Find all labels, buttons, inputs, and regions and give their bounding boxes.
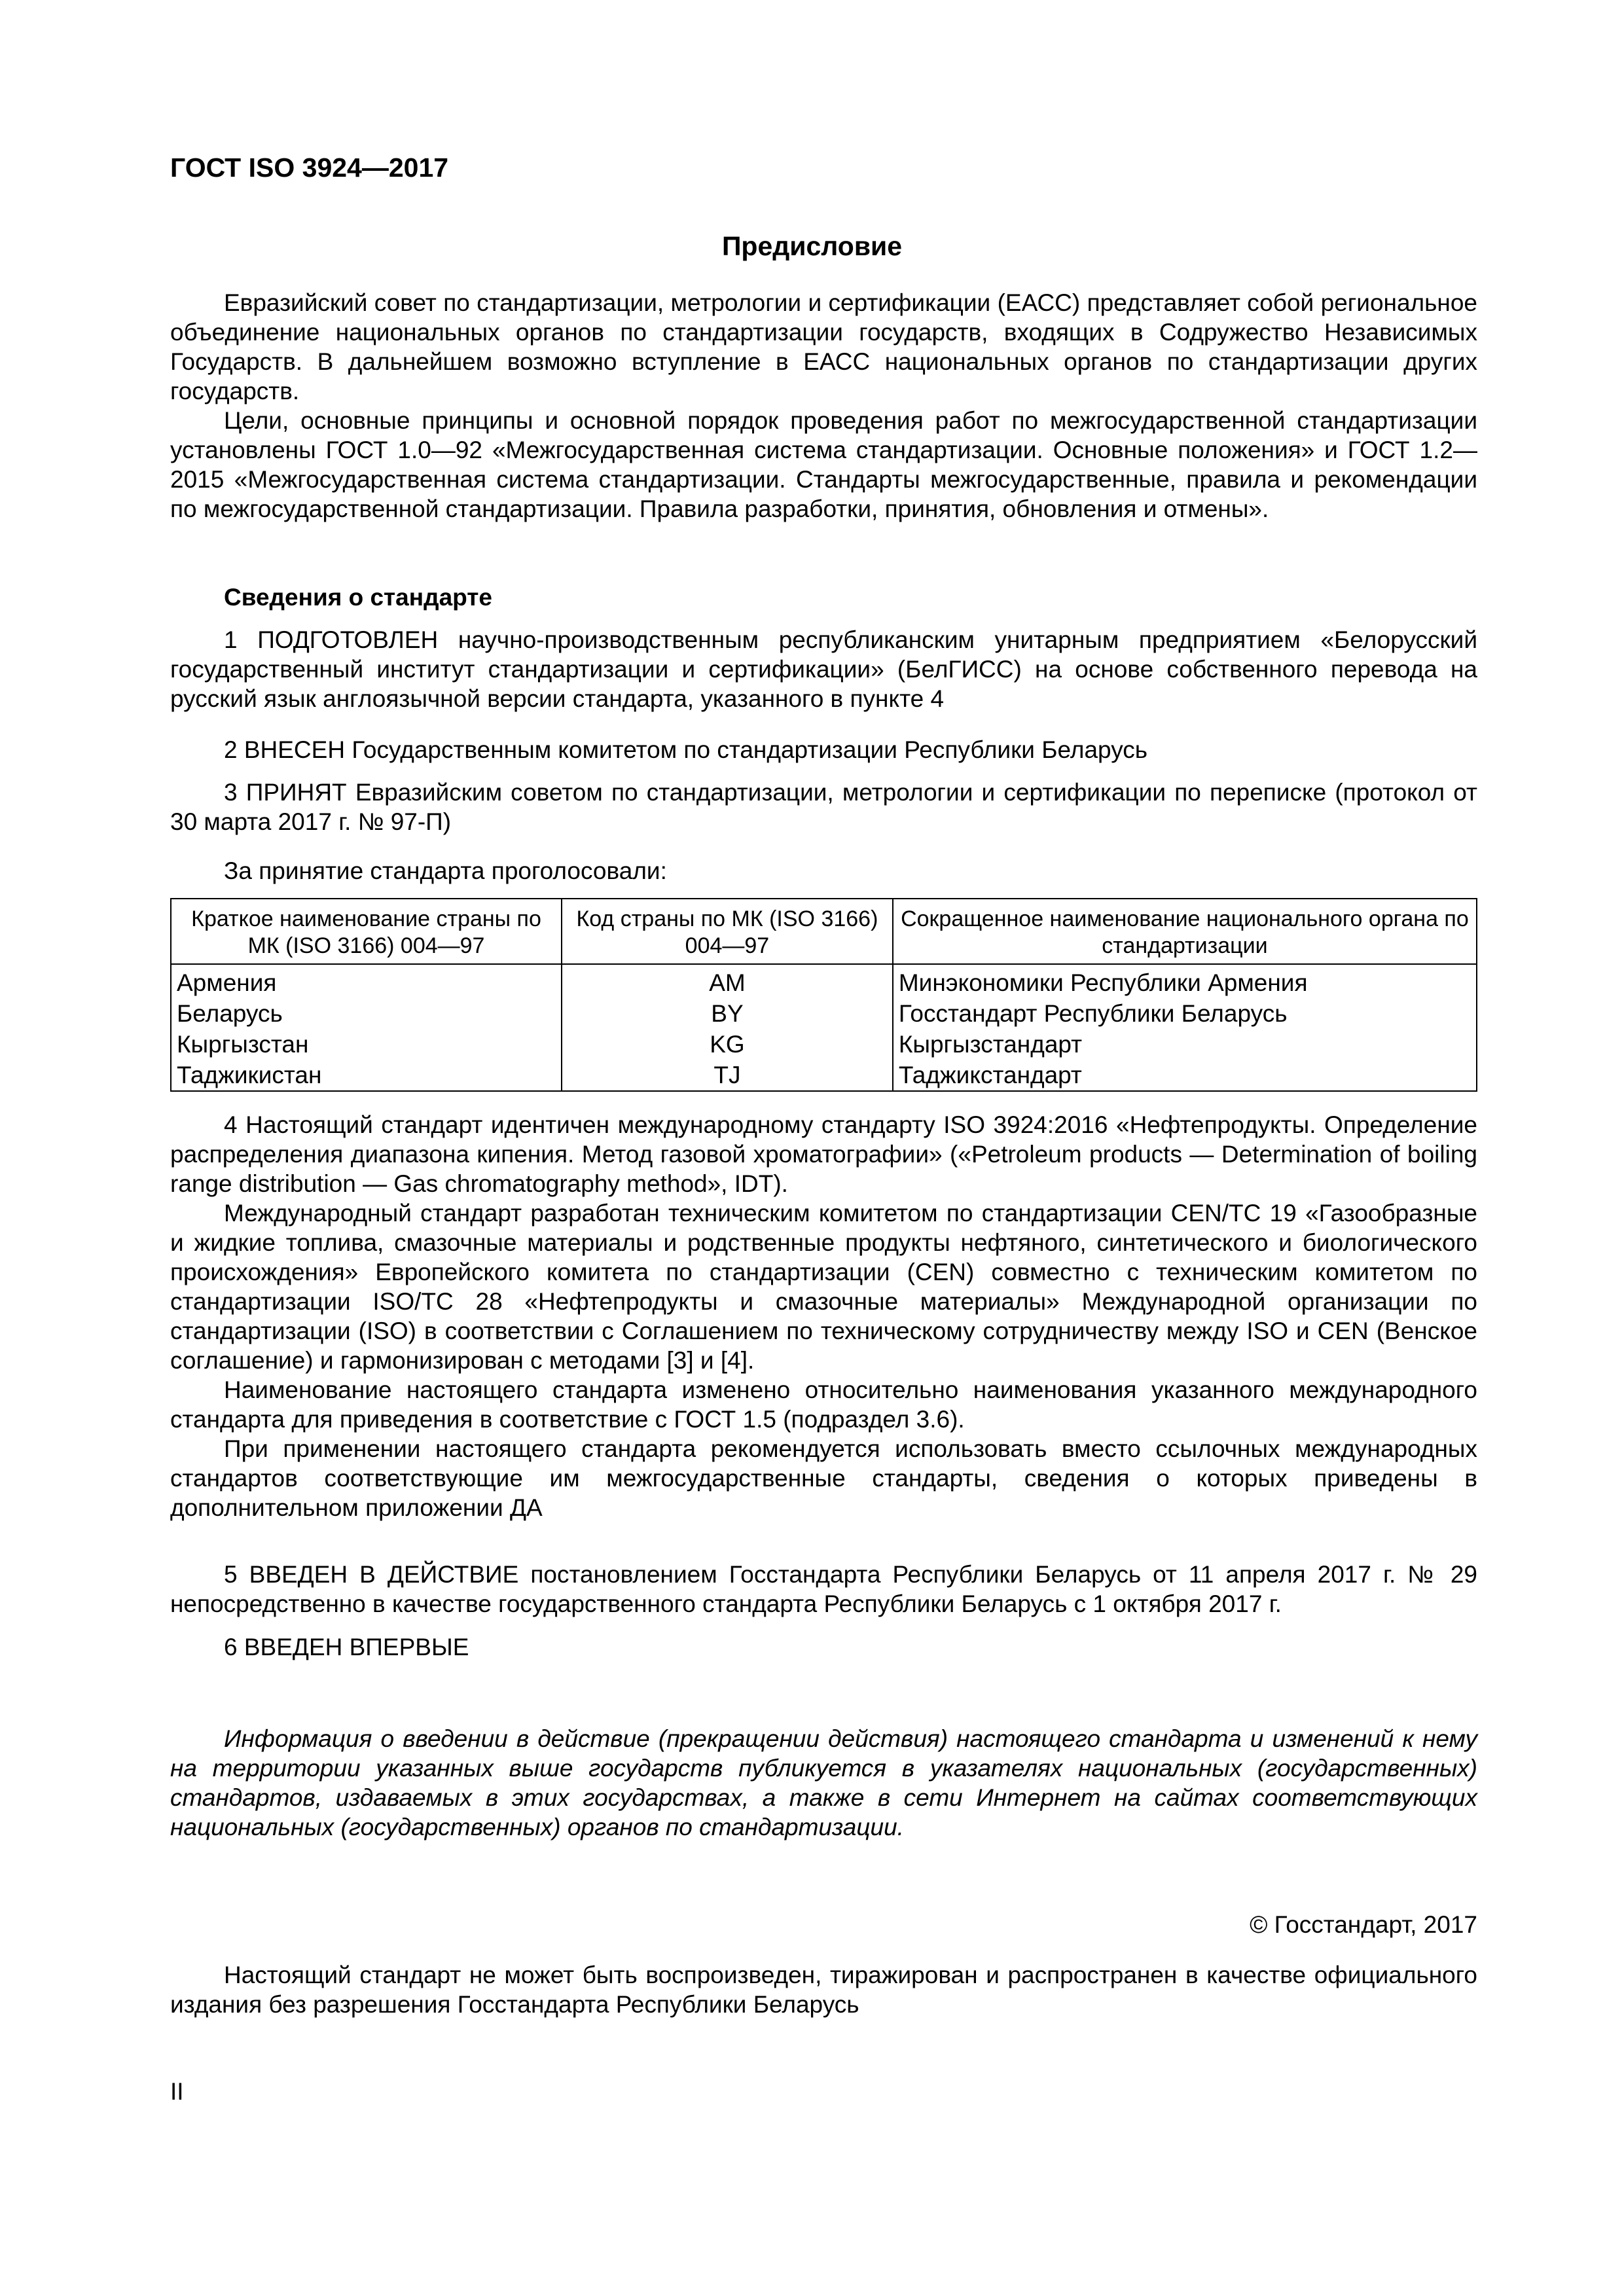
country-cell: Кыргызстан (171, 1029, 562, 1060)
intro-paragraph: Евразийский совет по стандартизации, метрологии и сертификации (ЕАСС) представляет собой региональное объединение национальных органов по стандартизации государств, входящих в Содружество Независимых Государств. В дальнейшем возможно вступление в ЕАСС национальных органов по стандартизации других государств. (170, 289, 1477, 404)
item-5: 5 ВВЕДЕН В ДЕЙСТВИЕ постановлением Госстандарта Республики Беларусь от 11 апреля 2017 г. № 29 непосредственно в качестве государственного стандарта Республики Беларусь с 1 октября 2017 г. (170, 1561, 1477, 1617)
code-cell: KG (562, 1029, 893, 1060)
item-6: 6 ВВЕДЕН ВПЕРВЫЕ (224, 1634, 469, 1660)
body-cell: Минэкономики Республики Армения (893, 964, 1477, 998)
country-cell: Армения (171, 964, 562, 998)
item-4: 4 Настоящий стандарт идентичен международному стандарту ISO 3924:2016 «Нефтепродукты. Определение распределения диапазона кипения. Метод газовой хроматографии» («Petroleum products — Determination of boiling range distribution — Gas chromatography method», IDT). Международный стандарт разработан техническим комитетом по стандартизации CEN/TC 19 «Газообразные и жидкие топлива, смазочные материалы и родственные продукты нефтяного, синтетического и биологического происхождения» Европейского комитета по стандартизации (CEN) совместно с техническим комитетом по стандартизации ISO/TC 28 «Нефтепродукты и смазочные материалы» Международной организации по стандартизации (ISO) в соответствии с Соглашением по техническому сотрудничеству между ISO и CEN (Венское соглашение) и гармонизирован с методами [3] и [4]. Наименование настоящего стандарта изменено относительно наименования указанного международного стандарта для приведения в соответствие с ГОСТ 1.5 (подраздел 3.6). При применении настоящего стандарта рекомендуется использовать вместо ссылочных международных стандартов соответствующие им межгосударственные стандарты, сведения о которых приведены в дополнительном приложении ДА (170, 1111, 1477, 1521)
table-header-row (171, 899, 1477, 964)
intro-paragraph: Цели, основные принципы и основной порядок проведения работ по межгосударственной стандартизации установлены ГОСТ 1.0—92 «Межгосударственная система стандартизации. Основные положения» и ГОСТ 1.2—2015 «Межгосударственная система стандартизации. Стандарты межгосударственные, правила и рекомендации по межгосударственной стандартизации. Правила разработки, принятия, обновления и отмены». (170, 407, 1477, 522)
table-header-body: Сокращенное наименование национального органа по стандартизации (893, 899, 1477, 964)
item-2: 2 ВНЕСЕН Государственным комитетом по стандартизации Республики Беларусь (224, 736, 1148, 763)
code-cell: BY (562, 998, 893, 1029)
vote-intro: За принятие стандарта проголосовали: (224, 857, 667, 884)
voting-table (170, 898, 1477, 1092)
item-3: 3 ПРИНЯТ Евразийским советом по стандартизации, метрологии и сертификации по переписке (протокол от 30 марта 2017 г. № 97-П) (170, 779, 1477, 835)
table-row (171, 964, 1477, 998)
body-cell: Госстандарт Республики Беларусь (893, 998, 1477, 1029)
table-header-code: Код страны по МК (ISO 3166) 004—97 (562, 899, 893, 964)
country-cell: Беларусь (171, 998, 562, 1029)
publication-notice: Информация о введении в действие (прекращении действия) настоящего стандарта и изменений к нему на территории указанных выше государств публикуется в указателях национальных (государственных) стандартов, издаваемых в этих государствах, а также в сети Интернет на сайтах соответствующих национальных (государственных) органов по стандартизации. (170, 1725, 1477, 1840)
item-1: 1 ПОДГОТОВЛЕН научно-производственным республиканским унитарным предприятием «Белорусский государственный институт стандартизации и сертификации» (БелГИСС) на основе собственного перевода на русский язык англоязычной версии стандарта, указанного в пункте 4 (170, 626, 1477, 712)
page-number: II (170, 2078, 184, 2105)
body-cell: Кыргызстандарт (893, 1029, 1477, 1060)
code-cell: TJ (562, 1060, 893, 1091)
document-header: ГОСТ ISO 3924—2017 (170, 152, 449, 183)
code-cell: AM (562, 964, 893, 998)
reproduction-notice: Настоящий стандарт не может быть воспроизведен, тиражирован и распространен в качестве официального издания без разрешения Госстандарта Республики Беларусь (170, 1962, 1477, 2018)
country-cell: Таджикистан (171, 1060, 562, 1091)
info-heading: Сведения о стандарте (224, 584, 492, 611)
table-header-country: Краткое наименование страны по МК (ISO 3166) 004—97 (171, 899, 562, 964)
table-row (171, 1029, 1477, 1060)
page-title: Предисловие (721, 231, 903, 261)
table-row (171, 998, 1477, 1029)
body-cell: Таджикстандарт (893, 1060, 1477, 1091)
copyright: © Госстандарт, 2017 (1250, 1911, 1477, 1938)
table-row (171, 1060, 1477, 1091)
intro-section (170, 288, 1477, 524)
